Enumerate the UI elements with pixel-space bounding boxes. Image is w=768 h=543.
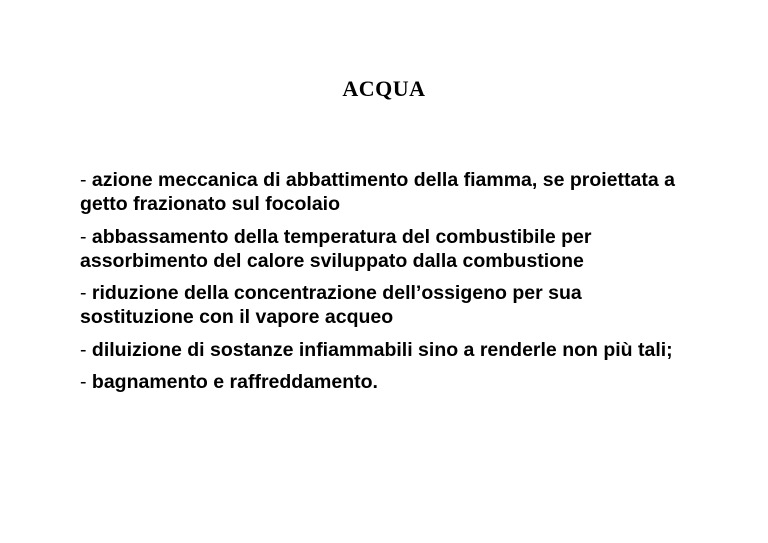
dash-bullet: - — [80, 282, 92, 304]
list-item-text: diluizione di sostanze infiammabili sino a renderle non più tali; — [91, 338, 673, 361]
dash-bullet: - — [80, 338, 92, 361]
list-item — [80, 338, 680, 362]
slide-title: ACQUA — [342, 76, 426, 101]
bullet-list — [80, 168, 680, 403]
list-item — [80, 281, 680, 329]
list-item — [80, 168, 680, 216]
list-item — [80, 225, 680, 273]
dash-bullet: - — [80, 169, 92, 191]
list-item-text: azione meccanica di abbattimento della fiamma, se proiettata a getto frazionato sul focolaio — [80, 169, 675, 215]
list-item — [80, 370, 680, 394]
dash-bullet: - — [80, 225, 92, 248]
list-item-text: riduzione della concentrazione dell’ossigeno per sua sostituzione con il vapore acqueo — [80, 282, 582, 328]
list-item-text: bagnamento e raffreddamento. — [91, 371, 378, 393]
dash-bullet: - — [80, 371, 92, 393]
list-item-text: abbassamento della temperatura del combustibile per assorbimento del calore sviluppato dalla combustione — [80, 225, 592, 272]
